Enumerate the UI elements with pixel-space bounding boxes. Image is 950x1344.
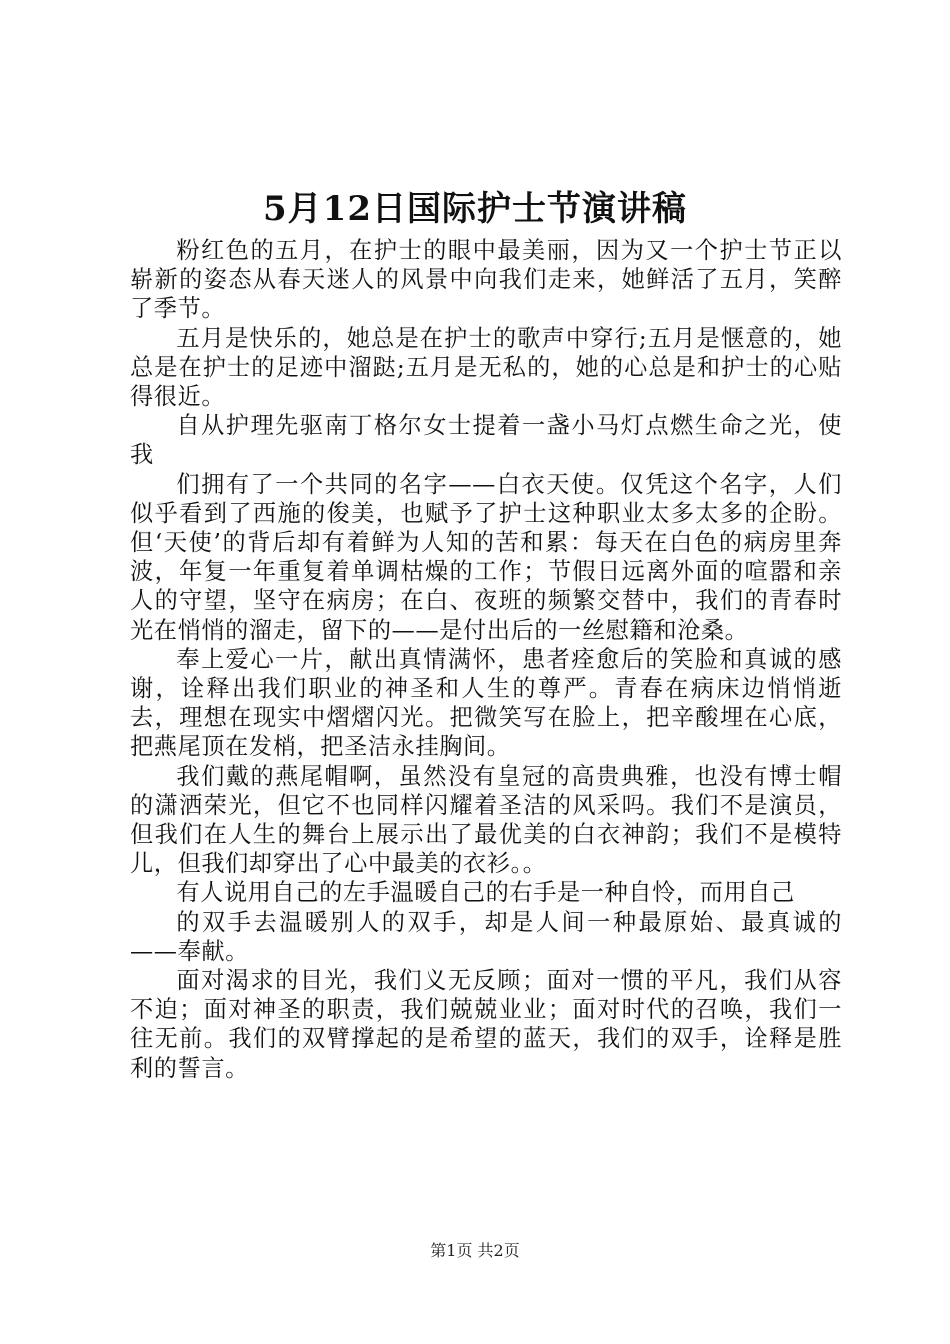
paragraph: 粉红色的五月，在护士的眼中最美丽，因为又一个护士节正以崭新的姿态从春天迷人的风景中向我们走来，她鲜活了五月，笑醉了季节。: [130, 237, 842, 323]
paragraph: 五月是快乐的，她总是在护士的歌声中穿行;五月是惬意的，她总是在护士的足迹中溜跶;五月是无私的，她的心总是和护士的心贴得很近。: [130, 324, 842, 411]
page-number-footer: 第1页 共2页: [430, 1241, 520, 1260]
document-body: [130, 236, 842, 1083]
document-title: 5月12日国际护士节演讲稿: [263, 189, 687, 229]
paragraph: 奉上爱心一片，献出真情满怀，患者痊愈后的笑脸和真诚的感谢，诠释出我们职业的神圣和人生的尊严。青春在病床边悄悄逝去，理想在现实中熠熠闪光。把微笑写在脸上，把辛酸埋在心底，把燕尾顶在发梢，把圣洁永挂胸间。: [130, 645, 842, 761]
paragraph: 有人说用自己的左手温暖自己的右手是一种自怜，而用自己: [176, 879, 795, 907]
paragraph: 们拥有了一个共同的名字——白衣天使。仅凭这个名字，人们似乎看到了西施的俊美，也赋予了护士这种职业太多太多的企盼。但‘天使’的背后却有着鲜为人知的苦和累：每天在白色的病房里奔波，年复一年重复着单调枯燥的工作；节假日远离外面的喧嚣和亲人的守望，坚守在病房；在白、夜班的频繁交替中，我们的青春时光在悄悄的溜走，留下的——是付出后的一丝慰籍和沧桑。: [130, 470, 842, 644]
paragraph: 我们戴的燕尾帽啊，虽然没有皇冠的高贵典雅，也没有博士帽的潇洒荣光，但它不也同样闪耀着圣洁的风采吗。我们不是演员，但我们在人生的舞台上展示出了最优美的白衣神韵；我们不是模特儿，但我们却穿出了心中最美的衣衫。。: [130, 762, 842, 878]
paragraph: 面对渴求的目光，我们义无反顾；面对一惯的平凡，我们从容不迫；面对神圣的职责，我们兢兢业业；面对时代的召唤，我们一往无前。我们的双臂撑起的是希望的蓝天，我们的双手，诠释是胜利的誓言。: [130, 967, 842, 1082]
paragraph: 的双手去温暖别人的双手，却是人间一种最原始、最真诚的——奉献。: [130, 908, 842, 965]
paragraph: 自从护理先驱南丁格尔女士提着一盏小马灯点燃生命之光，使我: [130, 412, 842, 469]
